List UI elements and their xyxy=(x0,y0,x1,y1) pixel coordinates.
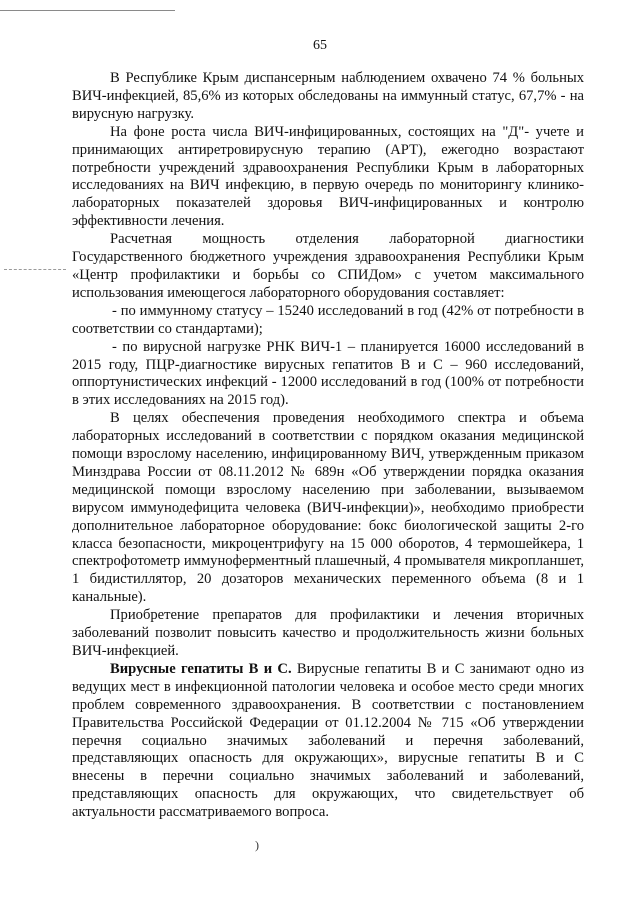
document-body xyxy=(72,70,584,822)
paragraph-text: - по вирусной нагрузке РНК ВИЧ-1 – планируется 16000 исследований в 2015 году, ПЦР-диагностике вирусных гепатитов В и С – 960 исследований, оппортунистических инфекций - 12000 исследований в год (100% от потребности в этих исследованиях на 2015 год). xyxy=(72,338,584,409)
scan-artifact-mark: ) xyxy=(255,838,259,852)
paragraph-text: В целях обеспечения проведения необходимого спектра и объема лабораторных исследований в соответствии с порядком оказания медицинской помощи взрослому населению, инфицированному ВИЧ, утвержденным приказом Минздрава России от 08.11.2012 № 689н «Об утверждении порядка оказания медицинской помощи взрослому населению при заболевании, вызываемом вирусом иммунодефицита человека (ВИЧ-инфекции)», необходимо приобрести дополнительное лабораторное оборудование: бокс биологической защиты 2-го класса безопасности, микроцентрифугу на 15 000 оборотов, 4 термошейкера, 1 спектрофотометр иммуноферментный плашечный, 4 промывателя микропланшет, 1 бидистиллятор, 20 дозаторов механических переменного объема (8 и 1 канальные). xyxy=(72,410,584,606)
page-number: 65 xyxy=(313,38,327,53)
paragraph-text: В Республике Крым диспансерным наблюдением охвачено 74 % больных ВИЧ-инфекцией, 85,6% из которых обследованы на иммунный статус, 67,7% - на вирусную нагрузку. xyxy=(72,70,584,122)
list-item-viral-load xyxy=(72,339,584,411)
scan-edge-line xyxy=(0,10,175,11)
paragraph-text: На фоне роста числа ВИЧ-инфицированных, состоящих на "Д"- учете и принимающих антиретровирусную терапию (АРТ), ежегодно возрастают потребности учреждений здравоохранения Республики Крым в лабораторных исследованиях на ВИЧ инфекцию, в первую очередь по мониторингу клинико-лабораторных показателей здоровья ВИЧ-инфицированных и контролю эффективности лечения. xyxy=(72,123,584,230)
paragraph-drugs xyxy=(72,607,584,661)
paragraph-text: Приобретение препаратов для профилактики и лечения вторичных заболеваний позволит повысить качество и продолжительность жизни больных ВИЧ-инфекцией. xyxy=(72,607,584,659)
paragraph-lab-capacity xyxy=(72,231,584,303)
paragraph-hepatitis xyxy=(72,661,584,822)
paragraph-lab-needs xyxy=(72,124,584,231)
scan-margin-mark xyxy=(4,269,66,270)
paragraph-text: Расчетная мощность отделения лабораторной диагностики Государственного бюджетного учреждения здравоохранения Республики Крым «Центр профилактики и борьбы со СПИДом» с учетом максимального использования имеющегося лабораторного оборудования составляет: xyxy=(72,231,584,301)
list-item-immune-status xyxy=(72,303,584,339)
paragraph-equipment xyxy=(72,410,584,607)
paragraph-text: Вирусные гепатиты В и С занимают одно из ведущих мест в инфекционной патологии человека и особое место среди многих проблем современного здравоохранения. В соответствии с постановлением Правительства Российской Федерации от 01.12.2004 № 715 «Об утверждении перечня социально значимых заболеваний и перечня заболеваний, представляющих опасность для окружающих», вирусные гепатиты В и С внесены в перечни социально значимых заболеваний и заболеваний, представляющих опасность для окружающих, что свидетельствует об актуальности рассматриваемого вопроса. xyxy=(72,660,584,821)
paragraph-dispensary-coverage xyxy=(72,70,584,124)
section-lead-heading: Вирусные гепатиты В и С. xyxy=(110,660,292,677)
paragraph-text: - по иммунному статусу – 15240 исследований в год (42% от потребности в соответствии со стандартами); xyxy=(72,302,584,337)
